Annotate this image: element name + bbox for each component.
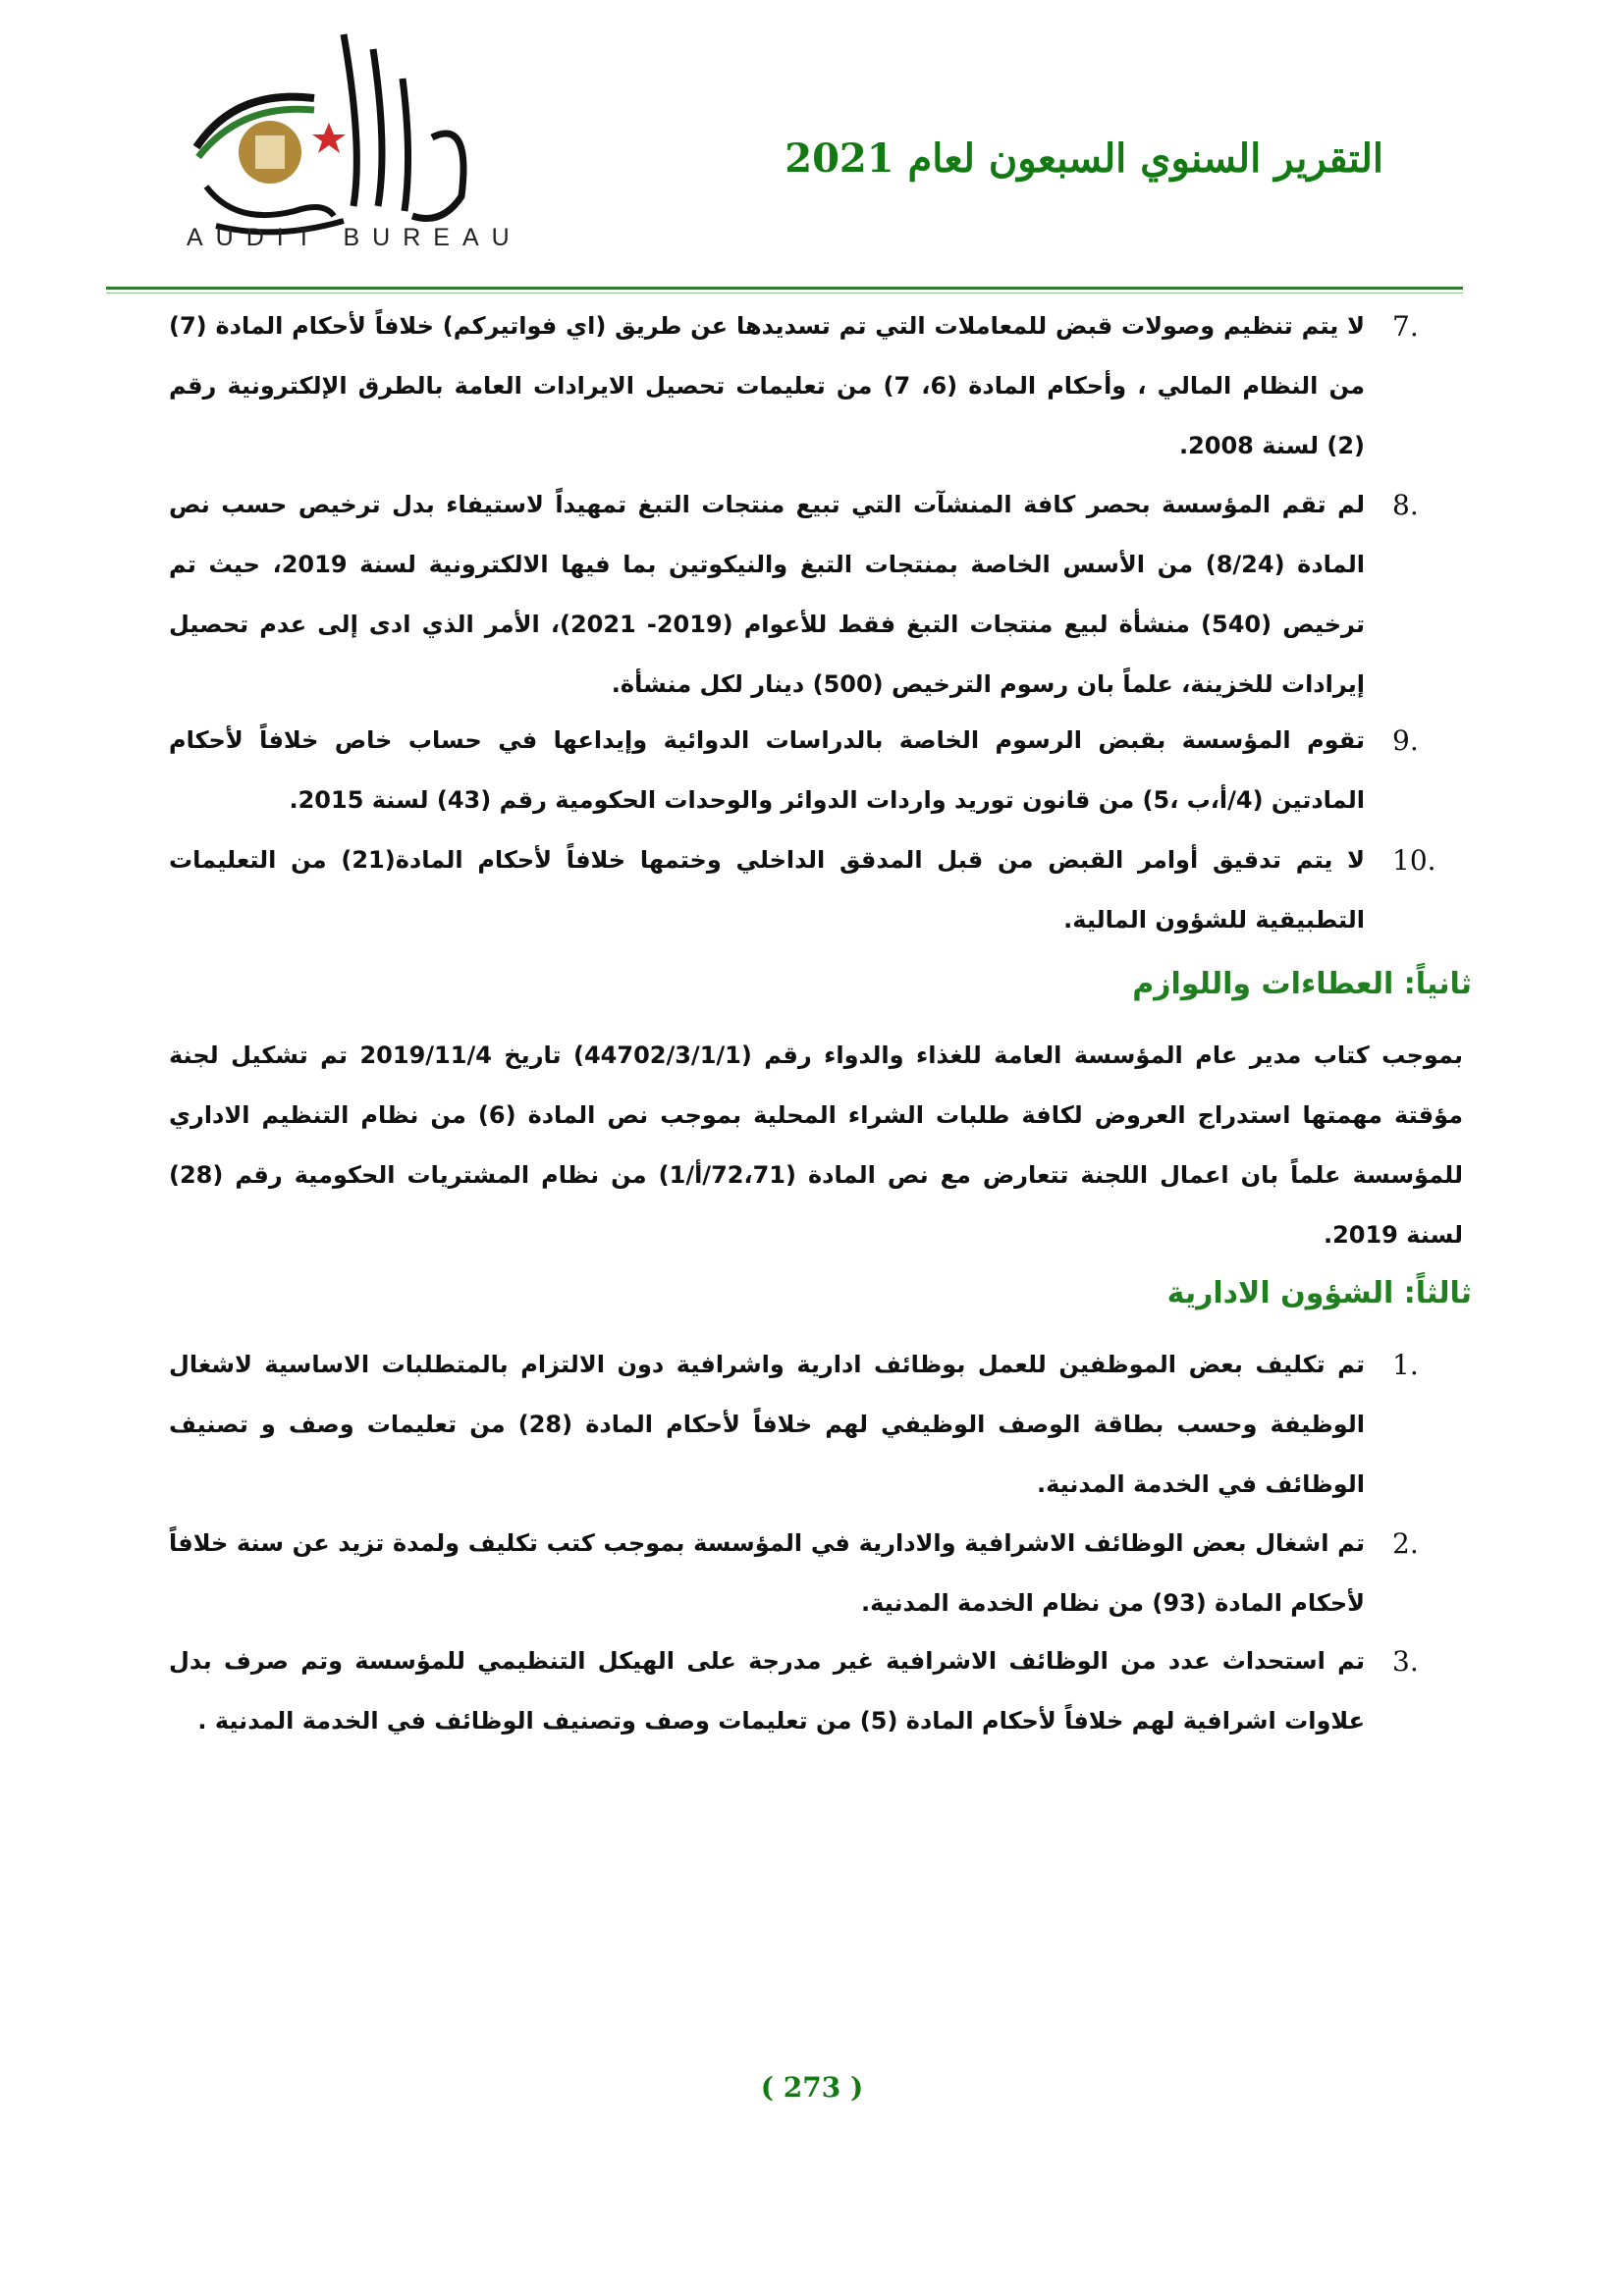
- finding-item: تقوم المؤسسة بقبض الرسوم الخاصة بالدراسات الدوائية وإيداعها في حساب خاص خلافاً لأحكام المادتين (4/أ،ب ،5) من قانون توريد واردات الدوائر والوحدات الحكومية رقم (43) لسنة 2015.: [169, 726, 1365, 814]
- header-divider-thin: [106, 293, 1463, 294]
- section-heading-admin: ثالثاً: الشؤون الادارية: [1166, 1276, 1472, 1310]
- finding-item: لا يتم تنظيم وصولات قبض للمعاملات التي تم تسديدها عن طريق (اي فواتيركم) خلافاً لأحكام المادة (7) من النظام المالي ، وأحكام المادة (6، 7) من تعليمات تحصيل الايرادات العامة بالطرق الإلكترونية رقم (2) لسنة 2008.: [169, 312, 1365, 459]
- item-number: 9.: [1392, 724, 1419, 757]
- section-heading-tenders: ثانياً: العطاءات واللوازم: [1132, 967, 1472, 1001]
- item-number: 8.: [1392, 489, 1419, 521]
- logo-caption: AUDIT BUREAU: [187, 224, 522, 251]
- finding-item: لم تقم المؤسسة بحصر كافة المنشآت التي تبيع منتجات التبغ تمهيداً لاستيفاء بدل ترخيص حسب نص المادة (8/24) من الأسس الخاصة بمنتجات التبغ والنيكوتين بما فيها الالكترونية لسنة 2019، حيث تم ترخيص (540) منشأة لبيع منتجات التبغ فقط للأعوام (2019- 2021)، الأمر الذي ادى إلى عدم تحصيل إيرادات للخزينة، علماً بان رسوم الترخيص (500) دينار لكل منشأة.: [169, 491, 1365, 698]
- page-number: ( 273 ): [760, 2071, 864, 2104]
- item-number: 2.: [1392, 1527, 1419, 1560]
- report-title: التقرير السنوي السبعون لعام 2021: [785, 135, 1383, 182]
- admin-item: تم اشغال بعض الوظائف الاشرافية والادارية في المؤسسة بموجب كتب تكليف ولمدة تزيد عن سنة خلافاً لأحكام المادة (93) من نظام الخدمة المدنية.: [169, 1529, 1365, 1617]
- finding-item: لا يتم تدقيق أوامر القبض من قبل المدقق الداخلي وختمها خلافاً لأحكام المادة(21) من التعليمات التطبيقية للشؤون المالية.: [169, 846, 1366, 934]
- item-number: 3.: [1392, 1645, 1419, 1678]
- admin-item: تم استحداث عدد من الوظائف الاشرافية غير مدرجة على الهيكل التنظيمي للمؤسسة وتم صرف بدل علاوات اشرافية لهم خلافاً لأحكام المادة (5) من تعليمات وصف وتصنيف الوظائف في الخدمة المدنية .: [169, 1647, 1365, 1735]
- item-number: 1.: [1392, 1349, 1419, 1381]
- item-number: 10.: [1392, 844, 1436, 877]
- admin-item: تم تكليف بعض الموظفين للعمل بوظائف ادارية واشرافية دون الالتزام بالمتطلبات الاساسية لاشغال الوظيفة وحسب بطاقة الوصف الوظيفي لهم خلافاً لأحكام المادة (28) من تعليمات وصف و تصنيف الوظائف في الخدمة المدنية.: [169, 1351, 1365, 1498]
- section-paragraph: بموجب كتاب مدير عام المؤسسة العامة للغذاء والدواء رقم (44702/3/1/1) تاريخ 2019/11/4 تم تشكيل لجنة مؤقتة مهمتها استدراج العروض لكافة طلبات الشراء المحلية بموجب نص المادة (6) من نظام التنظيم الاداري للمؤسسة علماً بان اعمال اللجنة تتعارض مع نص المادة (72،71/أ/1) من نظام المشتريات الحكومية رقم (28) لسنة 2019.: [169, 1041, 1464, 1249]
- logo-emblem-icon: [177, 29, 550, 255]
- header-divider: [106, 287, 1463, 290]
- item-number: 7.: [1392, 310, 1419, 343]
